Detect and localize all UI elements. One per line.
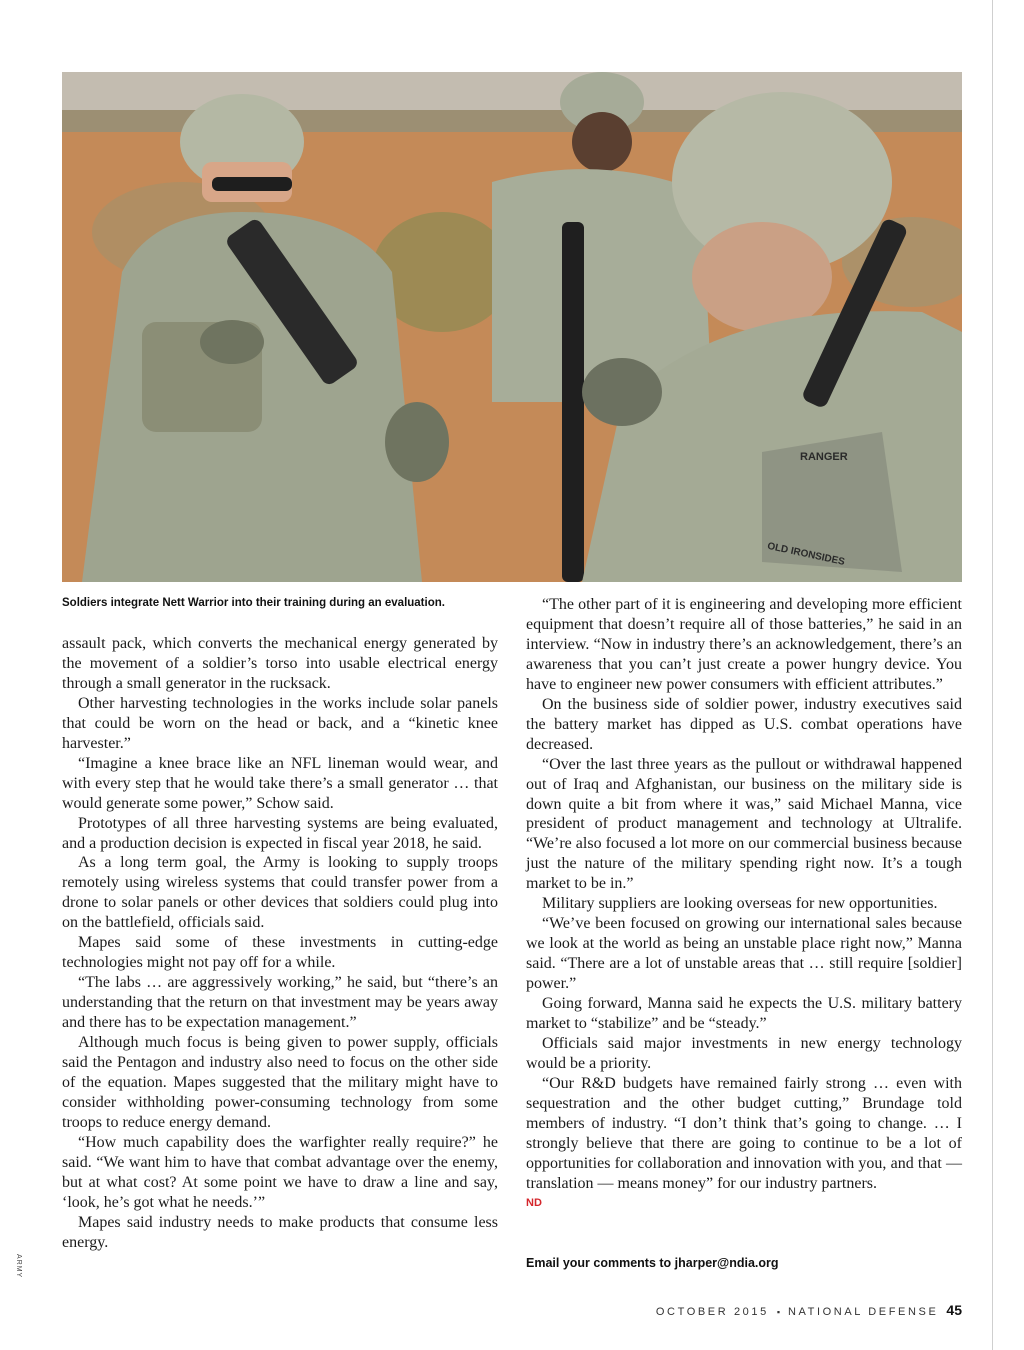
paragraph: “We’ve been focused on growing our international sales because we look at the world as being an unstable place right now,” Manna said. “There are a lot of unstable areas that … still require [soldier] power.” — [526, 915, 962, 993]
photo-caption: Soldiers integrate Nett Warrior into their training during an evaluation. — [62, 597, 445, 609]
paragraph: “The labs … are aggressively working,” he said, but “there’s an understanding that the return on that investment may be years away and there has to be expectation management.” — [62, 974, 498, 1032]
paragraph: As a long term goal, the Army is looking to supply troops remotely using wireless systems that could transfer power from a drone to solar panels or other devices that soldiers could plug into on the battlefield, officials said. — [62, 854, 498, 932]
footer-separator: ▪ — [776, 1307, 781, 1317]
paragraph: Mapes said some of these investments in cutting-edge technologies might not pay off for a while. — [62, 934, 498, 972]
paragraph: “How much capability does the warfighter really require?” he said. “We want him to have that combat advantage over the enemy, but at what cost? At some point we have to draw a line and say, ‘look, he’s got what he needs.’” — [62, 1133, 498, 1211]
paragraph: Officials said major investments in new energy technology would be a priority. — [526, 1034, 962, 1072]
paragraph: Going forward, Manna said he expects the U.S. military battery market to “stabilize” and be “steady.” — [526, 995, 962, 1033]
ranger-patch-text: RANGER — [800, 451, 848, 463]
paragraph: “The other part of it is engineering and developing more efficient equipment that doesn’t require all of those batteries,” he said in an interview. “Now in industry there’s an acknowledgement, there’s an awareness that you can’t just create a power hungry device. You have to engineer new power consumers with efficient attributes.” — [526, 596, 962, 693]
paragraph: “Imagine a knee brace like an NFL lineman would wear, and with every step that he would take there’s a small generator … that would generate some power,” Schow said. — [62, 754, 498, 812]
end-mark: ND — [526, 1196, 542, 1209]
page-number: 45 — [946, 1302, 962, 1318]
paragraph: “Over the last three years as the pullout or withdrawal happened out of Iraq and Afghanistan, our business on the military side is down quite a bit from where it was,” said Michael Manna, vice president of product management and technology at Ultralife. “We’re also focused a lot more on our commercial business because just the nature of the military spending right now. It’s a tough market to be in.” — [526, 755, 962, 893]
photo-credit: ARMY — [15, 1254, 22, 1279]
publication-name: NATIONAL DEFENSE — [788, 1306, 939, 1318]
paragraph: Military suppliers are looking overseas for new opportunities. — [542, 895, 938, 913]
paragraph: Although much focus is being given to power supply, officials said the Pentagon and industry also need to focus on the other side of the equation. Mapes suggested that the military might have to consider withholding power-consuming technology from some troops to reduce energy demand. — [62, 1034, 498, 1131]
paragraph: “Our R&D budgets have remained fairly strong … even with sequestration and the other budget cutting,” Brundage told members of industry. “I don’t think that’s going to change. … I strongly believe that there are going to continue to be a lot of opportunities for collaboration and innovation with you, and that — translation — means money” for our industry partners. — [526, 1074, 962, 1192]
paragraph: Prototypes of all three harvesting systems are being evaluated, and a production decision is expected in fiscal year 2018, he said. — [62, 814, 498, 852]
photo-illustration — [62, 72, 962, 582]
paragraph: assault pack, which converts the mechanical energy generated by the movement of a soldier’s torso into usable electrical energy through a small generator in the rucksack. — [62, 635, 498, 692]
page-edge-rule — [992, 0, 993, 1350]
article-column-left — [62, 634, 498, 1253]
paragraph: On the business side of soldier power, industry executives said the battery market has dipped as U.S. combat operations have decreased. — [526, 695, 962, 753]
email-comments-line: Email your comments to jharper@ndia.org — [526, 1256, 779, 1270]
article-column-right — [526, 595, 962, 1214]
page-footer — [656, 1302, 962, 1318]
issue-date: OCTOBER 2015 — [655, 1306, 769, 1318]
old-ironsides-patch-text: OLD IRONSIDES — [766, 540, 846, 568]
paragraph: Other harvesting technologies in the works include solar panels that could be worn on the head or back, and a “kinetic knee harvester.” — [62, 694, 498, 752]
article-photo — [62, 72, 962, 582]
paragraph: Mapes said industry needs to make products that consume less energy. — [62, 1213, 498, 1251]
